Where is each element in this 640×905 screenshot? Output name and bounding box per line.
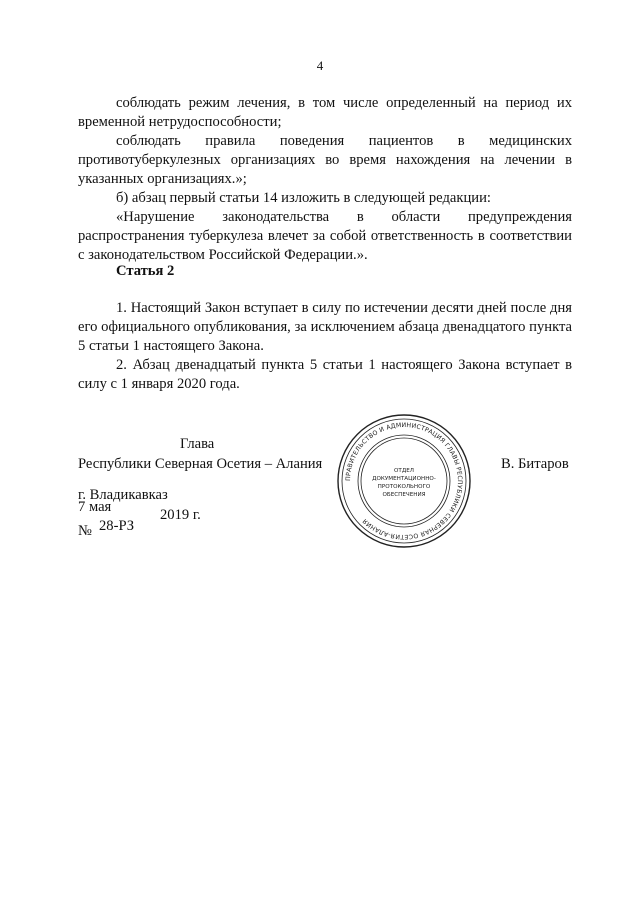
paragraph: б) абзац первый статьи 14 изложить в следующей редакции:	[116, 190, 491, 206]
article-paragraph: 2. Абзац двенадцатый пункта 5 статьи 1 настоящего Закона вступает в силу с 1 января 2020 года.	[78, 357, 572, 392]
page-number: 4	[316, 58, 324, 73]
number-sign: №	[78, 523, 92, 539]
seal-line: ОБЕСПЕЧЕНИЯ	[382, 492, 426, 498]
article-heading: Статья 2	[116, 263, 175, 279]
article-text	[78, 299, 572, 394]
seal-outer-text: ПРАВИТЕЛЬСТВО И АДМИНИСТРАЦИЯ ГЛАВЫ РЕСПУБЛИКИ СЕВЕРНАЯ ОСЕТИЯ-АЛАНИЯ	[344, 421, 464, 541]
date-year: 2019 г.	[160, 507, 201, 523]
signatory-title: Глава	[180, 436, 215, 452]
seal-line: ДОКУМЕНТАЦИОННО-	[372, 476, 436, 482]
paragraph: «Нарушение законодательства в области предупреждения распространения туберкулеза влечет за собой ответственность в соответствии с законодательством Российской Федерации.».	[78, 209, 572, 263]
seal-line: ОТДЕЛ	[394, 468, 414, 474]
paragraph: соблюдать режим лечения, в том числе определенный на период их временной нетрудоспособности;	[78, 95, 572, 130]
seal-line: ПРОТОКОЛЬНОГО	[377, 484, 431, 490]
body-text	[78, 94, 572, 265]
signatory-name: В. Битаров	[501, 456, 569, 472]
place: г. Владикавказ	[78, 487, 168, 503]
law-number: 28-РЗ	[99, 518, 135, 534]
signatory-role: Республики Северная Осетия – Алания	[78, 456, 323, 472]
date-day-month: 7 мая	[78, 499, 112, 515]
article-paragraph: 1. Настоящий Закон вступает в силу по истечении десяти дней после дня его официального опубликования, за исключением абзаца двенадцатого пункта 5 статьи 1 настоящего Закона.	[78, 300, 572, 354]
official-seal-icon	[336, 413, 472, 549]
paragraph: соблюдать правила поведения пациентов в медицинских противотуберкулезных организациях во время нахождения на лечении в указанных организациях.»;	[78, 133, 572, 187]
